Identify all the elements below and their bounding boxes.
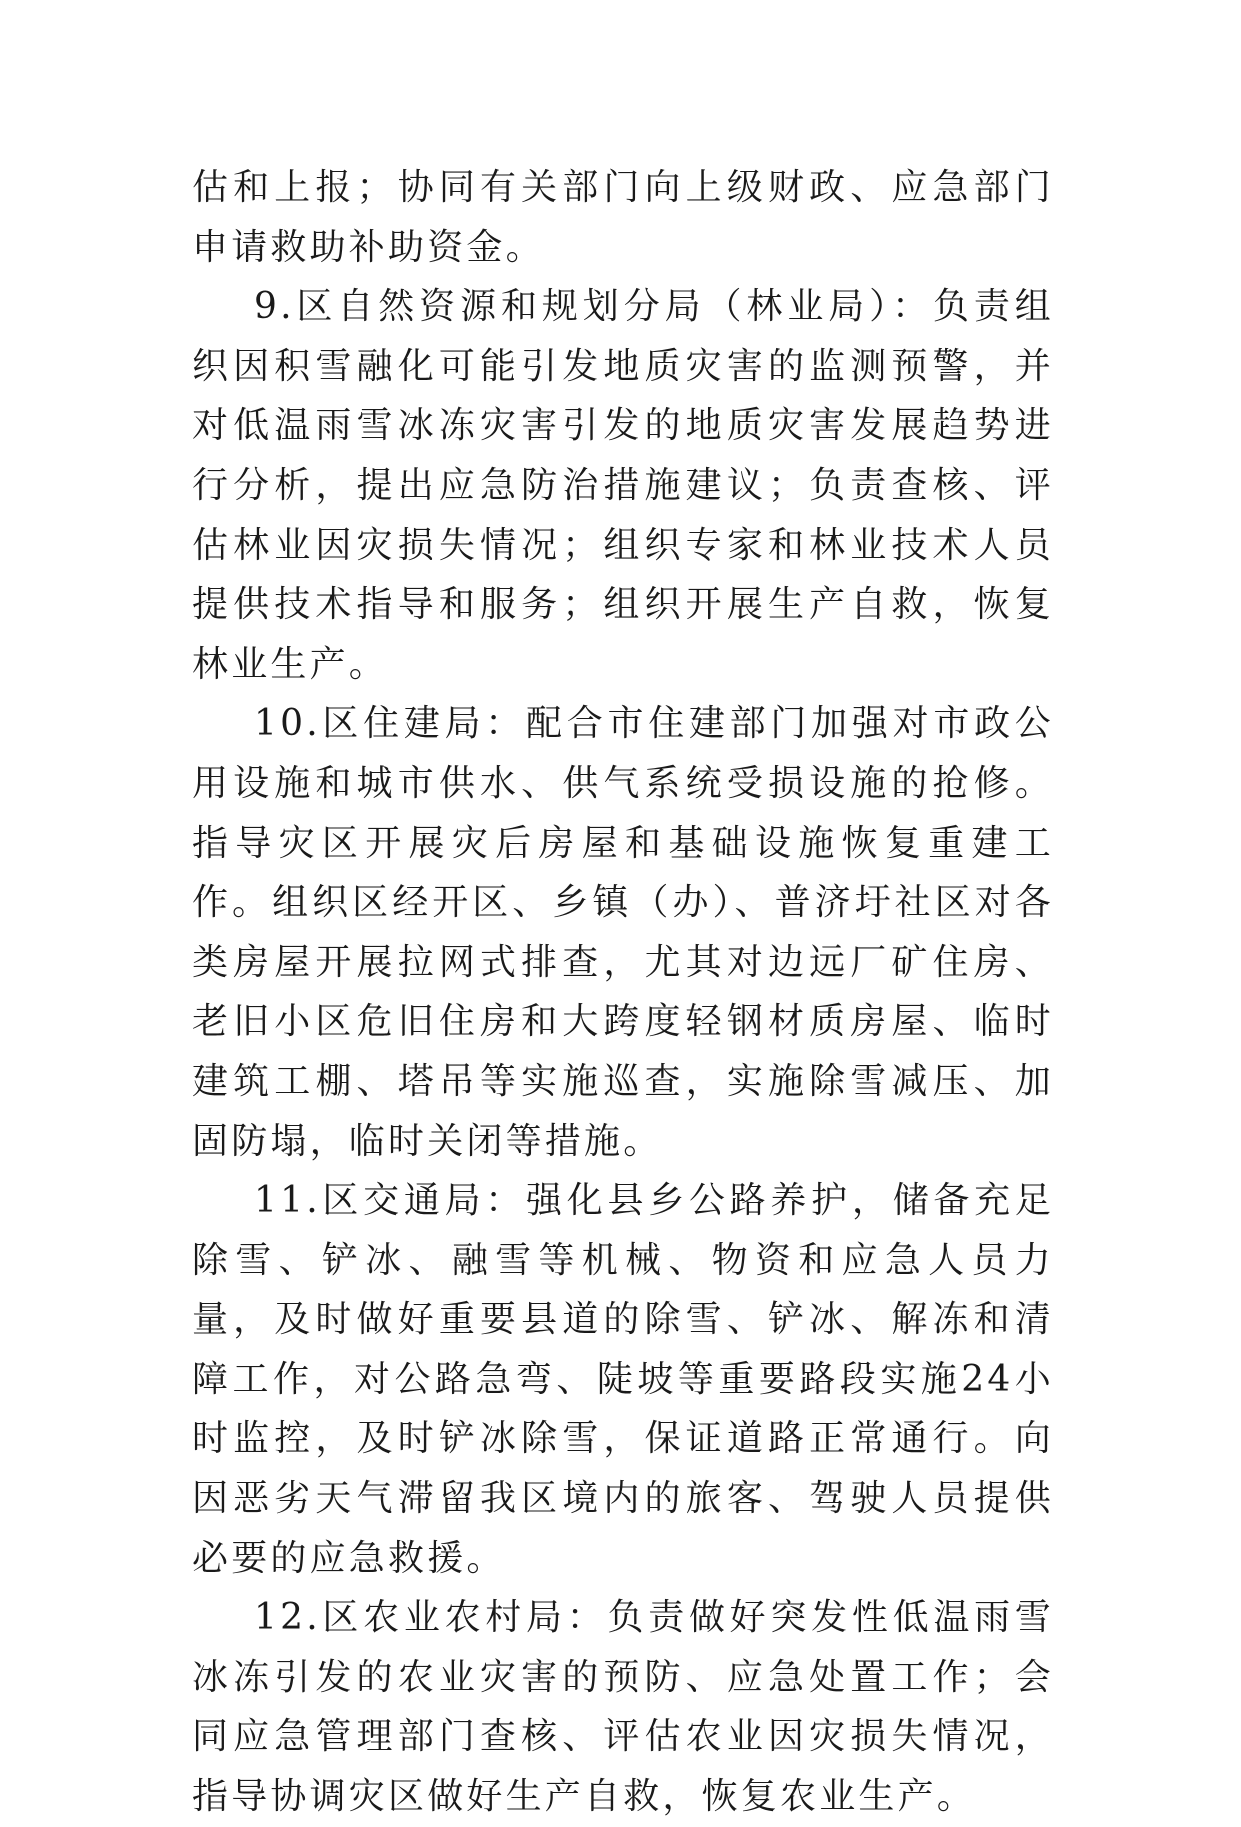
paragraph-item-9: 9.区自然资源和规划分局（林业局）：负责组织因积雪融化可能引发地质灾害的监测预警，并对低温雨雪冰冻灾害引发的地质灾害发展趋势进行分析，提出应急防治措施建议；负责查核、评估林业因灾损失情况；组织专家和林业技术人员提供技术指导和服务；组织开展生产自救，恢复林业生产。 — [192, 286, 1054, 685]
paragraph-item-11: 11.区交通局：强化县乡公路养护，储备充足除雪、铲冰、融雪等机械、物资和应急人员力量，及时做好重要县道的除雪、铲冰、解冻和清障工作，对公路急弯、陡坡等重要路段实施24小时监控，及时铲冰除雪，保证道路正常通行。向因恶劣天气滞留我区境内的旅客、驾驶人员提供必要的应急救援。 — [192, 1180, 1054, 1579]
document-body — [192, 158, 1054, 1827]
paragraph-continuation: 估和上报；协同有关部门向上级财政、应急部门申请救助补助资金。 — [192, 167, 1054, 268]
paragraph-item-12: 12.区农业农村局：负责做好突发性低温雨雪冰冻引发的农业灾害的预防、应急处置工作；会同应急管理部门查核、评估农业因灾损失情况，指导协调灾区做好生产自救，恢复农业生产。 — [192, 1597, 1054, 1818]
paragraph-item-10: 10.区住建局：配合市住建部门加强对市政公用设施和城市供水、供气系统受损设施的抢修。指导灾区开展灾后房屋和基础设施恢复重建工作。组织区经开区、乡镇（办）、普济圩社区对各类房屋开展拉网式排查，尤其对边远厂矿住房、老旧小区危旧住房和大跨度轻钢材质房屋、临时建筑工棚、塔吊等实施巡查，实施除雪减压、加固防塌，临时关闭等措施。 — [192, 703, 1054, 1162]
